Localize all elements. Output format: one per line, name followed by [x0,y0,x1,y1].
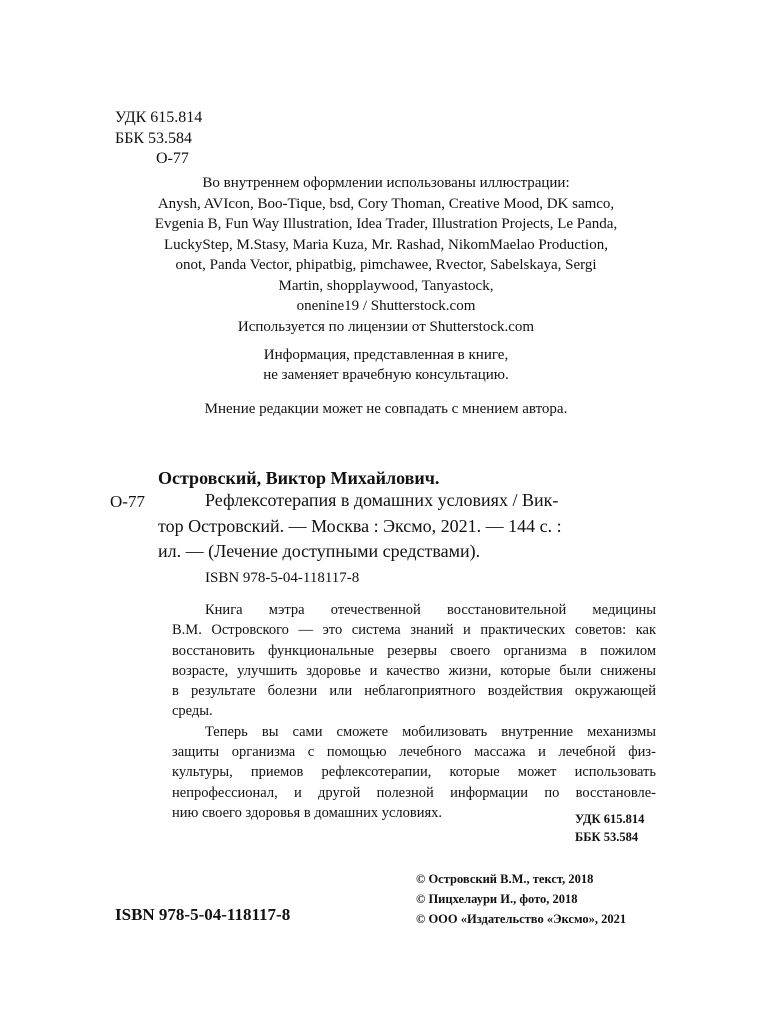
illustration-credits-line: onot, Panda Vector, phipatbig, pimchawee, Rvector, Sabelskaya, Sergi [175,257,597,273]
record-title-line: Рефлексотерапия в домашних условиях / Вик- [205,490,559,510]
record-author: Островский, Виктор Михайлович. [158,468,440,488]
isbn-bottom: ISBN 978-5-04-118117-8 [115,905,291,924]
medical-disclaimer [108,345,664,385]
medical-disclaimer-line: Информация, представленная в книге, [263,347,509,363]
copyright-line: © Пицхелаури И., фото, 2018 [416,892,578,906]
license-line: Используется по лицензии от Shutterstock.com [237,318,535,335]
udk-code-top: УДК 615.814 [115,109,203,126]
annotation-line: нию своего здоровья в домашних условиях. [172,804,443,821]
record-title-line: ил. — (Лечение доступными средствами). [158,541,481,561]
illustration-credits-line: Anysh, AVIcon, Boo-Tique, bsd, Cory Thoman, Creative Mood, DK samco, [157,195,615,212]
annotation [172,600,656,823]
illustration-credits-line: Evgenia B, Fun Way Illustration, Idea Trader, Illustration Projects, Le Panda, [154,216,618,232]
annotation-line: непрофессионал, и другой полезной информации по восстановле- [172,784,656,801]
bbk-code-bottom: ББК 53.584 [575,830,639,844]
record-isbn: ISBN 978-5-04-118117-8 [205,570,360,586]
author-sign-record: О-77 [110,492,145,511]
annotation-line: в результате болезни или неблагоприятного воздействия окружающей [172,683,656,700]
annotation-line: В.М. Островского — это система знаний и практических советов: как [172,622,656,639]
annotation-line: защиты организма с помощью лечебного массажа и лечебной физ- [172,744,656,761]
illustration-credits-line: onenine19 / Shutterstock.com [296,298,476,314]
copyright-line: © ООО «Издательство «Эксмо», 2021 [416,912,627,926]
udk-code-bottom: УДК 615.814 [575,812,645,826]
annotation-line: Теперь вы сами сможете мобилизовать внутренние механизмы [205,723,656,740]
medical-disclaimer-line: не заменяет врачебную консультацию. [263,367,509,383]
record-title-line: тор Островский. — Москва : Эксмо, 2021. — 144 с. : [158,515,562,536]
bbk-code-top: ББК 53.584 [115,130,193,147]
author-sign-top: О-77 [156,150,189,167]
copyright-line: © Островский В.М., текст, 2018 [416,872,594,886]
annotation-line: Книга мэтра отечественной восстановительной медицины [205,602,656,618]
editorial-disclaimer: Мнение редакции может не совпадать с мнением автора. [204,401,568,417]
annotation-line: восстановить функциональные резервы своего организма в пожилом [172,642,656,659]
illustration-credits-line: Martin, shopplaywood, Tanyastock, [278,277,494,294]
illustration-credits [108,173,664,337]
illustration-credits-line: LuckyStep, M.Stasy, Maria Kuza, Mr. Rashad, NikomMaelao Production, [164,236,608,253]
bibliographic-record [158,488,656,565]
annotation-line: культуры, приемов рефлексотерапии, которые может использовать [172,764,656,781]
annotation-line: среды. [172,703,213,720]
illustration-credits-line: Во внутреннем оформлении использованы иллюстрации: [202,175,570,191]
annotation-line: возрасте, улучшить здоровье и качество жизни, которые были снижены [172,662,656,679]
copyright-block [416,869,626,929]
